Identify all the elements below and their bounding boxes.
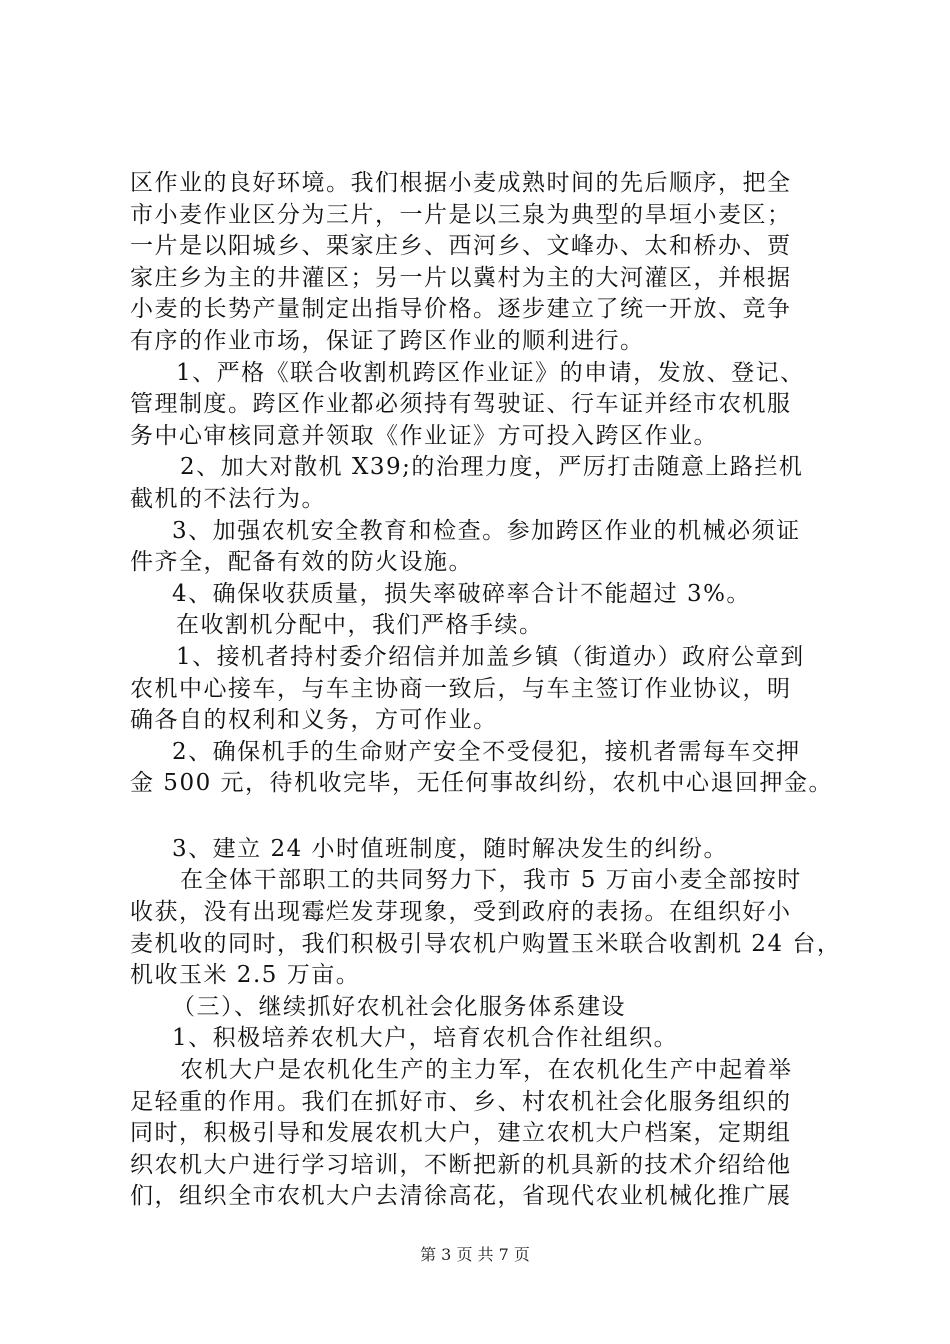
- text-line: 在全体干部职工的共同努力下，我市 5 万亩小麦全部按时: [180, 867, 802, 894]
- text-line: 2、确保机手的生命财产安全不受侵犯，接机者需每车交押: [172, 738, 801, 765]
- text-line: 管理制度。跨区作业都必须持有驾驶证、行车证并经市农机服: [130, 391, 792, 418]
- paragraph-gap: [130, 800, 830, 834]
- text-line: 一片是以阳城乡、栗家庄乡、西河乡、文峰办、太和桥办、贾: [130, 233, 792, 260]
- page-number-footer: 第 3 页 共 7 页: [420, 1245, 530, 1264]
- text-line: 截机的不法行为。: [130, 485, 326, 512]
- text-line: 足轻重的作用。我们在抓好市、乡、村农机社会化服务组织的: [130, 1088, 792, 1115]
- text-line: 小麦的长势产量制定出指导价格。逐步建立了统一开放、竞争: [130, 296, 792, 323]
- text-line: 在收割机分配中，我们严格手续。: [176, 612, 544, 639]
- section-heading: （三）、继续抓好农机社会化服务体系建设: [172, 993, 626, 1020]
- document-body: [130, 168, 842, 1213]
- text-line: 市小麦作业区分为三片，一片是以三泉为典型的旱垣小麦区；: [130, 201, 792, 228]
- text-line: 1、积极培养农机大户，培育农机合作社组织。: [172, 1025, 679, 1052]
- text-line: 3、加强农机安全教育和检查。参加跨区作业的机械必须证: [172, 517, 801, 544]
- text-line: 件齐全，配备有效的防火设施。: [130, 549, 473, 576]
- text-line: 1、严格《联合收割机跨区作业证》的申请，发放、登记、: [176, 359, 805, 386]
- text-line: 1、接机者持村委介绍信并加盖乡镇（街道办）政府公章到: [176, 643, 805, 670]
- text-line: 确各自的权利和义务，方可作业。: [130, 707, 498, 734]
- text-line: 农机大户是农机化生产的主力军，在农机化生产中起着举: [180, 1057, 793, 1084]
- text-line: 家庄乡为主的井灌区；另一片以冀村为主的大河灌区，并根据: [130, 264, 792, 291]
- text-line: 们，组织全市农机大户去清徐高花，省现代农业机械化推广展: [130, 1183, 792, 1210]
- text-line: 3、建立 24 小时值班制度，随时解决发生的纠纷。: [172, 835, 729, 862]
- text-line: 麦机收的同时，我们积极引导农机户购置玉米联合收割机 24 台，: [130, 930, 842, 957]
- text-line: 金 500 元，待机收完毕，无任何事故纠纷，农机中心退回押金。: [130, 770, 834, 797]
- text-line: 同时，积极引导和发展农机大户，建立农机大户档案，定期组: [130, 1120, 792, 1147]
- text-line: 务中心审核同意并领取《作业证》方可投入跨区作业。: [130, 422, 718, 449]
- text-line: 区作业的良好环境。我们根据小麦成熟时间的先后顺序，把全: [130, 170, 792, 196]
- text-line: 机收玉米 2.5 万亩。: [130, 962, 361, 989]
- text-line: 织农机大户进行学习培训，不断把新的机具新的技术介绍给他: [130, 1151, 792, 1178]
- text-line: 农机中心接车，与车主协商一致后，与车主签订作业协议，明: [130, 675, 792, 702]
- text-line: 4、确保收获质量，损失率破碎率合计不能超过 3%。: [172, 580, 751, 607]
- text-line: 2、加大对散机 X39;的治理力度，严厉打击随意上路拦机: [180, 454, 804, 481]
- text-line: 收获，没有出现霉烂发芽现象，受到政府的表扬。在组织好小: [130, 899, 792, 926]
- text-line: 有序的作业市场，保证了跨区作业的顺利进行。: [130, 327, 645, 354]
